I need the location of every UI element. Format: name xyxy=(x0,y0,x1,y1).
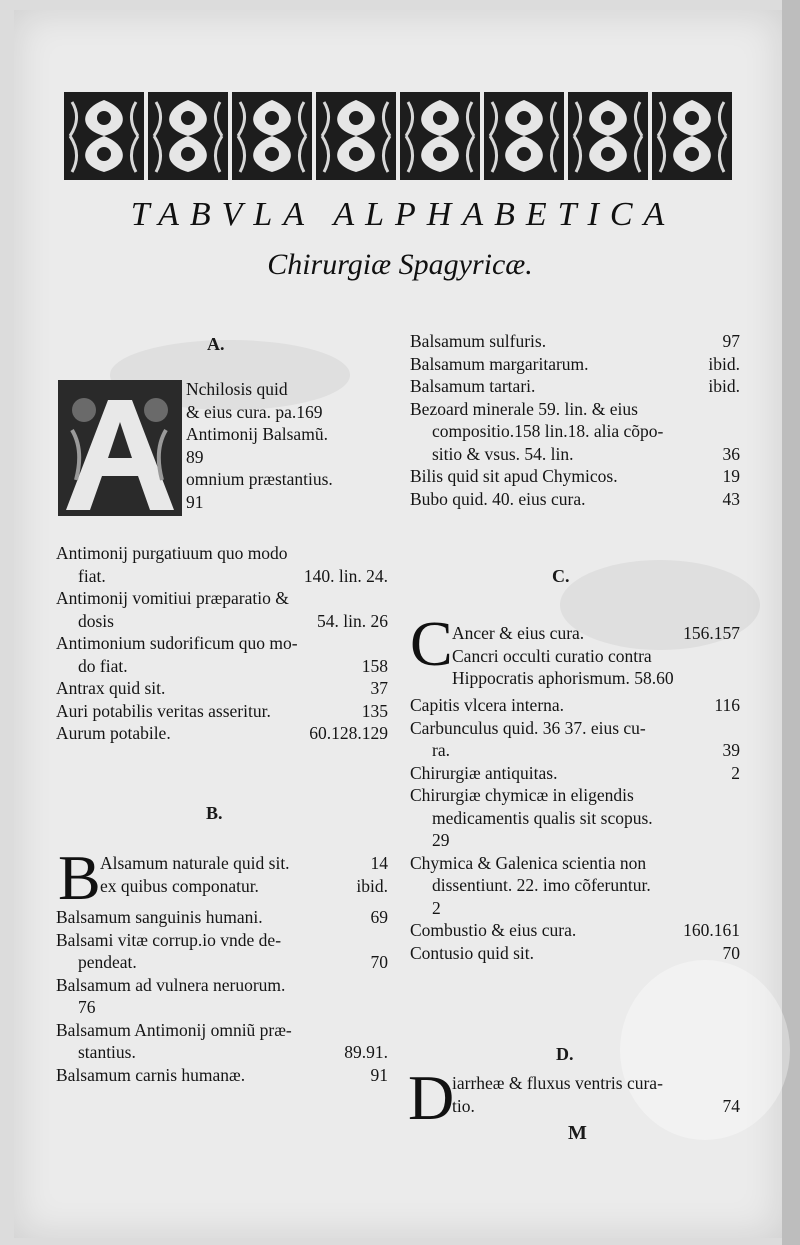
entry-text: Balsamum Antimonij omniũ præ- xyxy=(56,1019,292,1040)
entry-text: Balsamum margaritarum. xyxy=(410,353,589,374)
index-entry xyxy=(410,784,740,807)
entry-page-ref: 160.161 xyxy=(683,920,740,940)
index-entry xyxy=(410,717,740,740)
entry-text: sitio & vsus. 54. lin. xyxy=(432,443,574,464)
entry-text: Aurum potabile. xyxy=(56,723,171,743)
section-heading-c: C. xyxy=(552,566,570,586)
index-entry xyxy=(452,622,740,645)
entry-text: Balsamum tartari. xyxy=(410,376,536,396)
entry-text: do fiat. xyxy=(78,655,128,676)
initial-letter-b: B xyxy=(58,842,101,913)
index-entry xyxy=(56,565,388,588)
index-entry xyxy=(410,375,740,398)
index-entry xyxy=(56,632,388,655)
page-title: TABVLA ALPHABETICA xyxy=(130,196,676,233)
index-entry xyxy=(410,330,740,353)
entry-list-b xyxy=(56,906,388,1086)
entry-list-b-initial xyxy=(100,852,388,897)
index-entry xyxy=(100,875,388,898)
entry-text: Alsamum naturale quid sit. xyxy=(100,853,290,873)
index-entry xyxy=(410,852,740,875)
entry-page-ref: 70 xyxy=(722,942,740,963)
entry-page-ref: 36 xyxy=(722,443,740,464)
entry-page-ref: 158 xyxy=(361,655,388,676)
entry-text: 76 xyxy=(78,997,96,1017)
section-heading-a: A. xyxy=(207,334,225,354)
decorative-headpiece xyxy=(62,88,734,184)
entry-text: 91 xyxy=(186,491,204,512)
entry-text: Cancri occulti curatio contra xyxy=(452,645,652,666)
index-entry xyxy=(186,491,378,514)
index-entry xyxy=(452,667,740,690)
entry-page-ref: 19 xyxy=(722,466,740,486)
index-entry xyxy=(452,1095,740,1118)
section-heading-d: D. xyxy=(556,1044,574,1064)
index-entry xyxy=(410,897,740,920)
entry-text: Antimonij purgatiuum quo modo xyxy=(56,543,288,563)
entry-text: Balsamum sanguinis humani. xyxy=(56,907,263,927)
entry-text: stantius. xyxy=(78,1042,136,1062)
entry-text: Auri potabilis veritas asseritur. xyxy=(56,700,271,721)
index-entry xyxy=(410,807,740,830)
entry-text: & eius cura. pa.169 xyxy=(186,401,323,422)
entry-text: Bubo quid. 40. eius cura. xyxy=(410,488,586,509)
entry-list-c xyxy=(410,694,740,964)
index-entry xyxy=(186,378,378,401)
index-entry xyxy=(410,942,740,965)
index-entry xyxy=(56,542,388,565)
entry-text: Carbunculus quid. 36 37. eius cu- xyxy=(410,717,646,738)
index-entry xyxy=(410,874,740,897)
index-entry xyxy=(56,951,388,974)
index-entry xyxy=(56,722,388,745)
index-entry xyxy=(410,488,740,511)
entry-text: Antimonij Balsamũ. xyxy=(186,424,328,444)
entry-text: ra. xyxy=(432,740,450,760)
entry-page-ref: 140. lin. 24. xyxy=(303,565,388,586)
entry-text: Antrax quid sit. xyxy=(56,678,166,698)
entry-page-ref: 70 xyxy=(370,952,388,972)
entry-text: Antimonij vomitiui præparatio & xyxy=(56,588,289,608)
entry-page-ref: ibid. xyxy=(356,875,388,896)
index-entry xyxy=(56,1019,388,1042)
entry-page-ref: 156.157 xyxy=(683,623,740,643)
entry-text: Chirurgiæ antiquitas. xyxy=(410,762,558,783)
entry-text: 89 xyxy=(186,446,204,467)
index-entry xyxy=(410,829,740,852)
index-entry xyxy=(100,852,388,875)
index-entry xyxy=(410,420,740,443)
index-entry xyxy=(56,655,388,678)
entry-text: pendeat. xyxy=(78,952,137,972)
entry-text: fiat. xyxy=(78,565,106,586)
entry-page-ref: 97 xyxy=(722,331,740,351)
entry-text: Nchilosis quid xyxy=(186,379,288,399)
entry-text: ex quibus componatur. xyxy=(100,875,259,896)
entry-text: 29 xyxy=(432,830,450,850)
index-entry xyxy=(56,1064,388,1087)
initial-letter-c: C xyxy=(410,608,453,679)
page-subtitle: Chirurgiæ Spagyricæ. xyxy=(267,248,533,281)
entry-page-ref: 39 xyxy=(722,740,740,760)
index-entry xyxy=(410,739,740,762)
entry-text: tio. xyxy=(452,1095,475,1116)
index-entry xyxy=(186,423,378,446)
entry-text: Hippocratis aphorismum. 58.60 xyxy=(452,668,674,688)
index-entry xyxy=(186,446,378,469)
entry-page-ref: 60.128.129 xyxy=(309,723,388,743)
index-entry xyxy=(56,677,388,700)
entry-text: Capitis vlcera interna. xyxy=(410,695,565,715)
entry-list-b-continued xyxy=(410,330,740,510)
entry-text: Contusio quid sit. xyxy=(410,942,534,963)
entry-text: Chirurgiæ chymicæ in eligendis xyxy=(410,785,634,805)
index-entry xyxy=(56,906,388,929)
entry-page-ref: 74 xyxy=(722,1095,740,1116)
entry-text: 2 xyxy=(432,897,441,918)
index-entry xyxy=(410,694,740,717)
entry-text: Bezoard minerale 59. lin. & eius xyxy=(410,398,638,419)
entry-list-d-initial xyxy=(452,1072,740,1117)
index-entry xyxy=(56,996,388,1019)
index-entry xyxy=(56,1041,388,1064)
entry-text: Balsamum ad vulnera neruorum. xyxy=(56,974,286,995)
index-entry xyxy=(56,610,388,633)
entry-page-ref: 43 xyxy=(722,488,740,509)
entry-text: Chymica & Galenica scientia non xyxy=(410,852,647,873)
index-entry xyxy=(56,974,388,997)
entry-text: dissentiunt. 22. imo cõferuntur. xyxy=(432,875,651,895)
entry-text: compositio.158 lin.18. alia cõpo- xyxy=(432,421,664,441)
entry-page-ref: 54. lin. 26 xyxy=(317,610,388,631)
entry-list-a xyxy=(56,542,388,745)
entry-text: medicamentis qualis sit scopus. xyxy=(432,807,653,828)
index-entry xyxy=(410,465,740,488)
entry-page-ref: 135 xyxy=(361,700,388,721)
index-entry xyxy=(452,1072,740,1095)
index-entry xyxy=(186,468,378,491)
entry-page-ref: 116 xyxy=(714,695,740,715)
section-heading-b: B. xyxy=(206,803,223,823)
index-entry xyxy=(410,398,740,421)
index-entry xyxy=(410,353,740,376)
index-entry xyxy=(186,401,378,424)
entry-list-c-initial xyxy=(452,622,740,690)
index-entry xyxy=(56,587,388,610)
entry-page-ref: ibid. xyxy=(708,353,740,374)
historiated-initial-a xyxy=(58,380,182,516)
index-entry xyxy=(452,645,740,668)
initial-letter-d: D xyxy=(408,1062,455,1133)
entry-text: Balsamum sulfuris. xyxy=(410,331,547,351)
index-entry xyxy=(410,762,740,785)
index-entry xyxy=(410,443,740,466)
entry-text: omnium præstantius. xyxy=(186,469,333,489)
entry-page-ref: 37 xyxy=(370,678,388,698)
entry-text: Balsami vitæ corrup.io vnde de- xyxy=(56,929,282,950)
entry-text: dosis xyxy=(78,610,114,631)
entry-text: Bilis quid sit apud Chymicos. xyxy=(410,466,618,486)
entry-text: Antimonium sudorificum quo mo- xyxy=(56,633,298,653)
index-entry xyxy=(56,700,388,723)
catchword: M xyxy=(568,1122,587,1144)
entry-text: Combustio & eius cura. xyxy=(410,920,577,940)
entry-text: Ancer & eius cura. xyxy=(452,623,585,643)
index-entry xyxy=(410,919,740,942)
entry-text: Balsamum carnis humanæ. xyxy=(56,1064,246,1085)
entry-page-ref: 2 xyxy=(731,762,740,783)
entry-page-ref: 69 xyxy=(370,907,388,927)
entry-page-ref: 91 xyxy=(370,1064,388,1085)
index-entry xyxy=(56,929,388,952)
entry-list-a-initial xyxy=(186,378,378,513)
entry-page-ref: 89.91. xyxy=(344,1042,388,1062)
entry-page-ref: ibid. xyxy=(708,376,740,396)
entry-text: iarrheæ & fluxus ventris cura- xyxy=(452,1073,663,1093)
entry-page-ref: 14 xyxy=(370,853,388,873)
